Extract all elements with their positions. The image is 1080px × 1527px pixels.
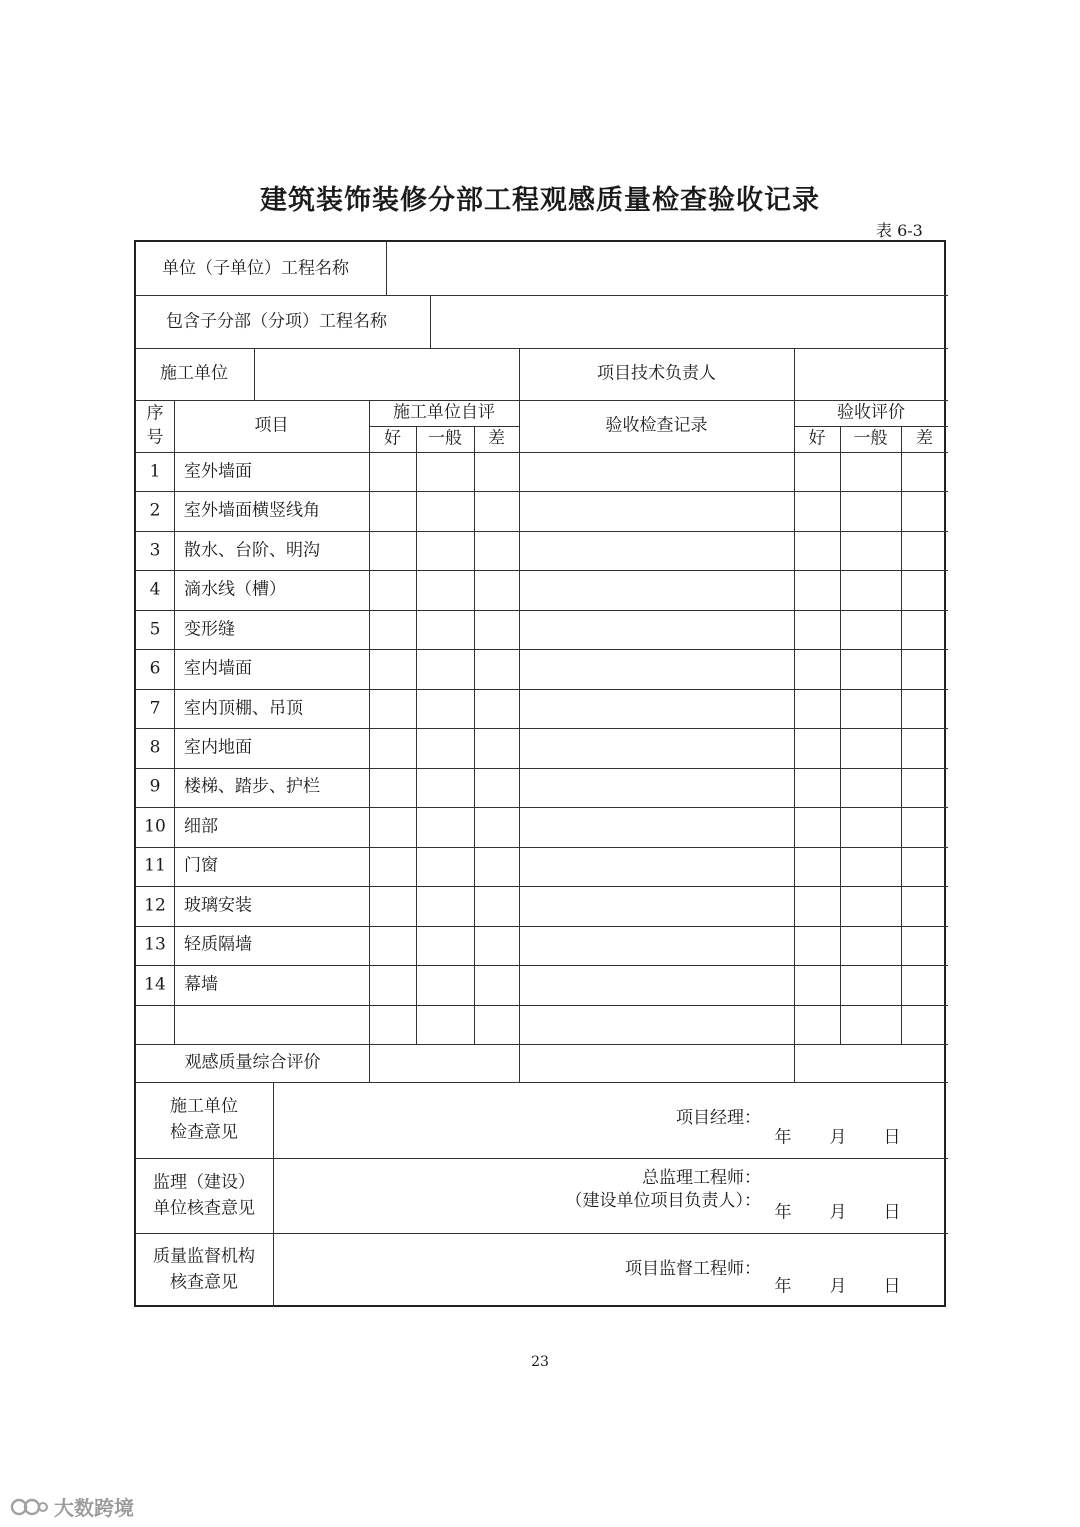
opinion-label-line1: 施工单位	[170, 1096, 238, 1117]
self-eval-average-cell[interactable]	[418, 572, 472, 607]
acceptance-good-cell[interactable]	[796, 572, 838, 607]
self-eval-good-cell[interactable]	[371, 888, 414, 923]
row-item-label: 室内顶棚、吊顶	[184, 698, 303, 719]
self-eval-good-cell[interactable]	[371, 612, 414, 647]
self-eval-average-cell[interactable]	[418, 770, 472, 805]
self-eval-poor-cell[interactable]	[476, 967, 517, 1002]
record-cell[interactable]	[521, 691, 792, 726]
acceptance-good-cell[interactable]	[796, 888, 838, 923]
signer-label: 总监理工程师：	[642, 1168, 761, 1188]
acceptance-average-cell[interactable]	[842, 493, 899, 528]
grid-line	[254, 348, 255, 400]
watermark	[10, 1492, 134, 1521]
grid-line	[136, 689, 948, 690]
acceptance-poor-cell[interactable]	[903, 809, 946, 844]
seq-header: 序	[146, 403, 164, 424]
self-eval-good-cell[interactable]	[371, 849, 414, 884]
date-month: 月	[829, 1202, 847, 1223]
self-eval-poor-cell[interactable]	[476, 533, 517, 568]
self-eval-header: 施工单位自评	[393, 402, 495, 423]
acceptance-average-cell[interactable]	[842, 928, 899, 963]
table-number: 表 6-3	[876, 221, 923, 240]
row-number: 7	[149, 698, 161, 719]
self-eval-poor-cell[interactable]	[476, 928, 517, 963]
self-eval-good-cell[interactable]	[371, 651, 414, 686]
grid-line	[136, 807, 948, 808]
record-cell[interactable]	[521, 533, 792, 568]
acceptance-poor-cell[interactable]	[903, 1007, 946, 1042]
date-day: 日	[883, 1127, 901, 1148]
unit-project-name-label: 单位（子单位）工程名称	[162, 258, 349, 279]
grid-line	[136, 400, 948, 401]
grid-line	[136, 570, 948, 571]
acceptance-poor-cell[interactable]	[903, 888, 946, 923]
summary-self-eval-field[interactable]	[371, 1046, 517, 1080]
self-eval-good-cell[interactable]	[371, 454, 414, 489]
self-eval-good-cell[interactable]	[371, 533, 414, 568]
self-eval-poor-cell[interactable]	[476, 572, 517, 607]
row-item-label: 玻璃安装	[184, 895, 252, 916]
self-eval-average-cell[interactable]	[418, 888, 472, 923]
self-eval-poor-cell[interactable]	[476, 691, 517, 726]
self-eval-average-cell[interactable]	[418, 533, 472, 568]
grid-line	[416, 426, 417, 1044]
row-number: 14	[144, 974, 166, 995]
grid-line	[136, 1233, 948, 1234]
acceptance-poor-cell[interactable]	[903, 849, 946, 884]
acceptance-poor-cell[interactable]	[903, 454, 946, 489]
acceptance-poor-cell[interactable]	[903, 967, 946, 1002]
grid-line	[136, 348, 948, 349]
self-eval-good-cell[interactable]	[371, 770, 414, 805]
acceptance-poor-cell[interactable]	[903, 533, 946, 568]
row-number: 10	[144, 816, 166, 837]
acceptance-good-cell[interactable]	[796, 691, 838, 726]
unit-project-name-field[interactable]	[388, 244, 946, 293]
record-cell[interactable]	[521, 454, 792, 489]
self-eval-good-cell[interactable]	[371, 730, 414, 765]
grid-line	[794, 348, 795, 400]
acceptance-good-cell[interactable]	[796, 612, 838, 647]
self-eval-average-cell[interactable]	[418, 1007, 472, 1042]
watermark-logo-icon	[10, 1495, 50, 1519]
acceptance-average-cell[interactable]	[842, 612, 899, 647]
grid-line	[386, 242, 387, 295]
opinion-label-line2: 检查意见	[170, 1122, 238, 1143]
item-header: 项目	[254, 415, 289, 436]
self-eval-poor-cell[interactable]	[476, 493, 517, 528]
record-cell[interactable]	[521, 1007, 792, 1042]
self-eval-good-cell[interactable]	[371, 1007, 414, 1042]
grid-line	[136, 926, 948, 927]
grid-line	[519, 348, 520, 400]
acceptance-average-cell[interactable]	[842, 730, 899, 765]
self-eval-average-cell[interactable]	[418, 967, 472, 1002]
record-cell[interactable]	[521, 651, 792, 686]
row-item-label: 变形缝	[184, 619, 235, 640]
acceptance-eval-header: 验收评价	[837, 402, 905, 423]
grid-line	[474, 426, 475, 1044]
self-eval-good-cell[interactable]	[371, 493, 414, 528]
sub-division-name-label: 包含子分部（分项）工程名称	[166, 311, 387, 332]
grid-line	[136, 610, 948, 611]
opinion-label-line2: 核查意见	[170, 1272, 238, 1293]
grid-line	[136, 531, 948, 532]
acceptance-average-header: 一般	[853, 428, 888, 449]
acceptance-average-cell[interactable]	[842, 967, 899, 1002]
grid-line	[174, 400, 175, 1044]
signer-label: 项目监督工程师：	[625, 1259, 761, 1279]
grid-line	[794, 426, 948, 427]
grid-line	[794, 400, 795, 1082]
acceptance-good-cell[interactable]	[796, 493, 838, 528]
grid-line	[369, 400, 370, 1082]
record-cell[interactable]	[521, 809, 792, 844]
acceptance-good-cell[interactable]	[796, 967, 838, 1002]
record-cell[interactable]	[521, 888, 792, 923]
row-number: 9	[149, 776, 161, 797]
row-number: 4	[149, 579, 161, 600]
grid-line	[136, 452, 948, 453]
record-cell[interactable]	[521, 493, 792, 528]
acceptance-good-cell[interactable]	[796, 849, 838, 884]
grid-line	[136, 649, 948, 650]
self-eval-average-cell[interactable]	[418, 454, 472, 489]
row-number: 11	[144, 855, 166, 876]
row-number: 12	[144, 895, 166, 916]
inspection-form	[134, 240, 946, 1307]
self-eval-average-cell[interactable]	[418, 849, 472, 884]
grid-line	[136, 768, 948, 769]
record-cell[interactable]	[521, 572, 792, 607]
acceptance-good-cell[interactable]	[796, 928, 838, 963]
acceptance-average-cell[interactable]	[842, 651, 899, 686]
self-eval-poor-header: 差	[488, 428, 505, 449]
self-eval-poor-cell[interactable]	[476, 849, 517, 884]
opinion-label-line1: 质量监督机构	[153, 1246, 255, 1267]
self-eval-good-cell[interactable]	[371, 691, 414, 726]
row-item-label: 幕墙	[184, 974, 218, 995]
record-cell[interactable]	[521, 770, 792, 805]
row-item-label: 细部	[184, 816, 218, 837]
acceptance-good-cell[interactable]	[796, 770, 838, 805]
grid-line	[901, 426, 902, 1044]
grid-line	[273, 1082, 274, 1307]
self-eval-poor-cell[interactable]	[476, 809, 517, 844]
record-cell[interactable]	[521, 612, 792, 647]
row-item-label: 室外墙面横竖线角	[184, 500, 320, 521]
acceptance-good-cell[interactable]	[796, 1007, 838, 1042]
acceptance-good-header: 好	[808, 428, 826, 449]
acceptance-average-cell[interactable]	[842, 809, 899, 844]
document-title: 建筑装饰装修分部工程观感质量检查验收记录	[260, 185, 820, 216]
record-header: 验收检查记录	[605, 415, 708, 436]
record-cell[interactable]	[521, 928, 792, 963]
row-number: 1	[149, 461, 161, 482]
row-item-label: 散水、台阶、明沟	[184, 540, 320, 561]
acceptance-poor-cell[interactable]	[903, 691, 946, 726]
summary-record-field[interactable]	[521, 1046, 792, 1080]
acceptance-good-cell[interactable]	[796, 809, 838, 844]
grid-line	[136, 491, 948, 492]
self-eval-average-header: 一般	[428, 428, 462, 449]
self-eval-poor-cell[interactable]	[476, 651, 517, 686]
acceptance-poor-cell[interactable]	[903, 493, 946, 528]
acceptance-poor-cell[interactable]	[903, 730, 946, 765]
grid-line	[136, 965, 948, 966]
row-item-label: 轻质隔墙	[184, 934, 252, 955]
grid-line	[136, 728, 948, 729]
acceptance-average-cell[interactable]	[842, 572, 899, 607]
acceptance-good-cell[interactable]	[796, 730, 838, 765]
tech-lead-field[interactable]	[796, 350, 946, 398]
row-number: 5	[149, 619, 161, 640]
acceptance-poor-cell[interactable]	[903, 770, 946, 805]
grid-line	[136, 1158, 948, 1159]
date-day: 日	[883, 1202, 901, 1223]
self-eval-average-cell[interactable]	[418, 612, 472, 647]
opinion-label-line1: 监理（建设）	[153, 1172, 255, 1192]
page-number: 23	[531, 1354, 549, 1370]
row-number: 8	[149, 737, 161, 758]
grid-line	[840, 426, 841, 1044]
self-eval-good-cell[interactable]	[371, 928, 414, 963]
grid-line	[136, 1005, 948, 1006]
acceptance-average-cell[interactable]	[842, 770, 899, 805]
self-eval-average-cell[interactable]	[418, 928, 472, 963]
row-item-label: 室外墙面	[184, 461, 252, 482]
grid-line	[136, 847, 948, 848]
self-eval-poor-cell[interactable]	[476, 612, 517, 647]
acceptance-average-cell[interactable]	[842, 849, 899, 884]
self-eval-good-cell[interactable]	[371, 809, 414, 844]
record-cell[interactable]	[521, 967, 792, 1002]
self-eval-good-cell[interactable]	[371, 572, 414, 607]
opinion-label-line2: 单位核查意见	[153, 1198, 255, 1218]
grid-line	[136, 886, 948, 887]
self-eval-average-cell[interactable]	[418, 809, 472, 844]
date-day: 日	[883, 1276, 901, 1297]
row-number: 13	[144, 934, 166, 955]
contractor-label: 施工单位	[160, 363, 228, 384]
row-item-label: 滴水线（槽）	[184, 579, 286, 600]
grid-line	[136, 1082, 948, 1083]
self-eval-poor-cell[interactable]	[476, 770, 517, 805]
acceptance-good-cell[interactable]	[796, 651, 838, 686]
row-item-label: 室内地面	[184, 737, 252, 758]
date-month: 月	[829, 1127, 847, 1148]
date-year: 年	[774, 1276, 792, 1297]
summary-label: 观感质量综合评价	[184, 1052, 321, 1073]
row-number: 2	[149, 500, 161, 521]
row-item-label: 楼梯、踏步、护栏	[184, 776, 320, 797]
self-eval-average-cell[interactable]	[418, 493, 472, 528]
self-eval-average-cell[interactable]	[418, 691, 472, 726]
acceptance-poor-cell[interactable]	[903, 612, 946, 647]
acceptance-poor-header: 差	[916, 428, 933, 449]
self-eval-poor-cell[interactable]	[476, 1007, 517, 1042]
acceptance-average-cell[interactable]	[842, 888, 899, 923]
acceptance-good-cell[interactable]	[796, 533, 838, 568]
self-eval-good-header: 好	[384, 428, 401, 449]
acceptance-poor-cell[interactable]	[903, 572, 946, 607]
tech-lead-label: 项目技术负责人	[597, 363, 716, 384]
acceptance-average-cell[interactable]	[842, 454, 899, 489]
sub-division-name-field[interactable]	[432, 297, 946, 346]
grid-line	[136, 1044, 948, 1045]
row-number: 3	[149, 540, 161, 561]
grid-line	[430, 295, 431, 348]
watermark-text: 大数跨境	[54, 1496, 134, 1520]
signer-sub-label: （建设单位项目负责人）：	[565, 1191, 761, 1211]
record-cell[interactable]	[521, 849, 792, 884]
acceptance-average-cell[interactable]	[842, 533, 899, 568]
grid-line	[519, 400, 520, 1082]
row-item-label: 门窗	[184, 855, 218, 876]
acceptance-good-cell[interactable]	[796, 454, 838, 489]
self-eval-poor-cell[interactable]	[476, 454, 517, 489]
acceptance-poor-cell[interactable]	[903, 928, 946, 963]
grid-line	[369, 426, 519, 427]
self-eval-poor-cell[interactable]	[476, 730, 517, 765]
self-eval-good-cell[interactable]	[371, 967, 414, 1002]
self-eval-average-cell[interactable]	[418, 730, 472, 765]
acceptance-average-cell[interactable]	[842, 1007, 899, 1042]
contractor-field[interactable]	[256, 350, 517, 398]
self-eval-poor-cell[interactable]	[476, 888, 517, 923]
signer-label: 项目经理：	[676, 1108, 761, 1128]
summary-acceptance-field[interactable]	[796, 1046, 946, 1080]
date-year: 年	[774, 1202, 792, 1223]
seq-header-line2: 号	[146, 427, 164, 448]
acceptance-average-cell[interactable]	[842, 691, 899, 726]
row-number: 6	[149, 658, 161, 679]
grid-line	[136, 295, 948, 296]
record-cell[interactable]	[521, 730, 792, 765]
date-year: 年	[774, 1127, 792, 1148]
date-month: 月	[829, 1276, 847, 1297]
self-eval-average-cell[interactable]	[418, 651, 472, 686]
acceptance-poor-cell[interactable]	[903, 651, 946, 686]
row-item-label: 室内墙面	[184, 658, 252, 679]
